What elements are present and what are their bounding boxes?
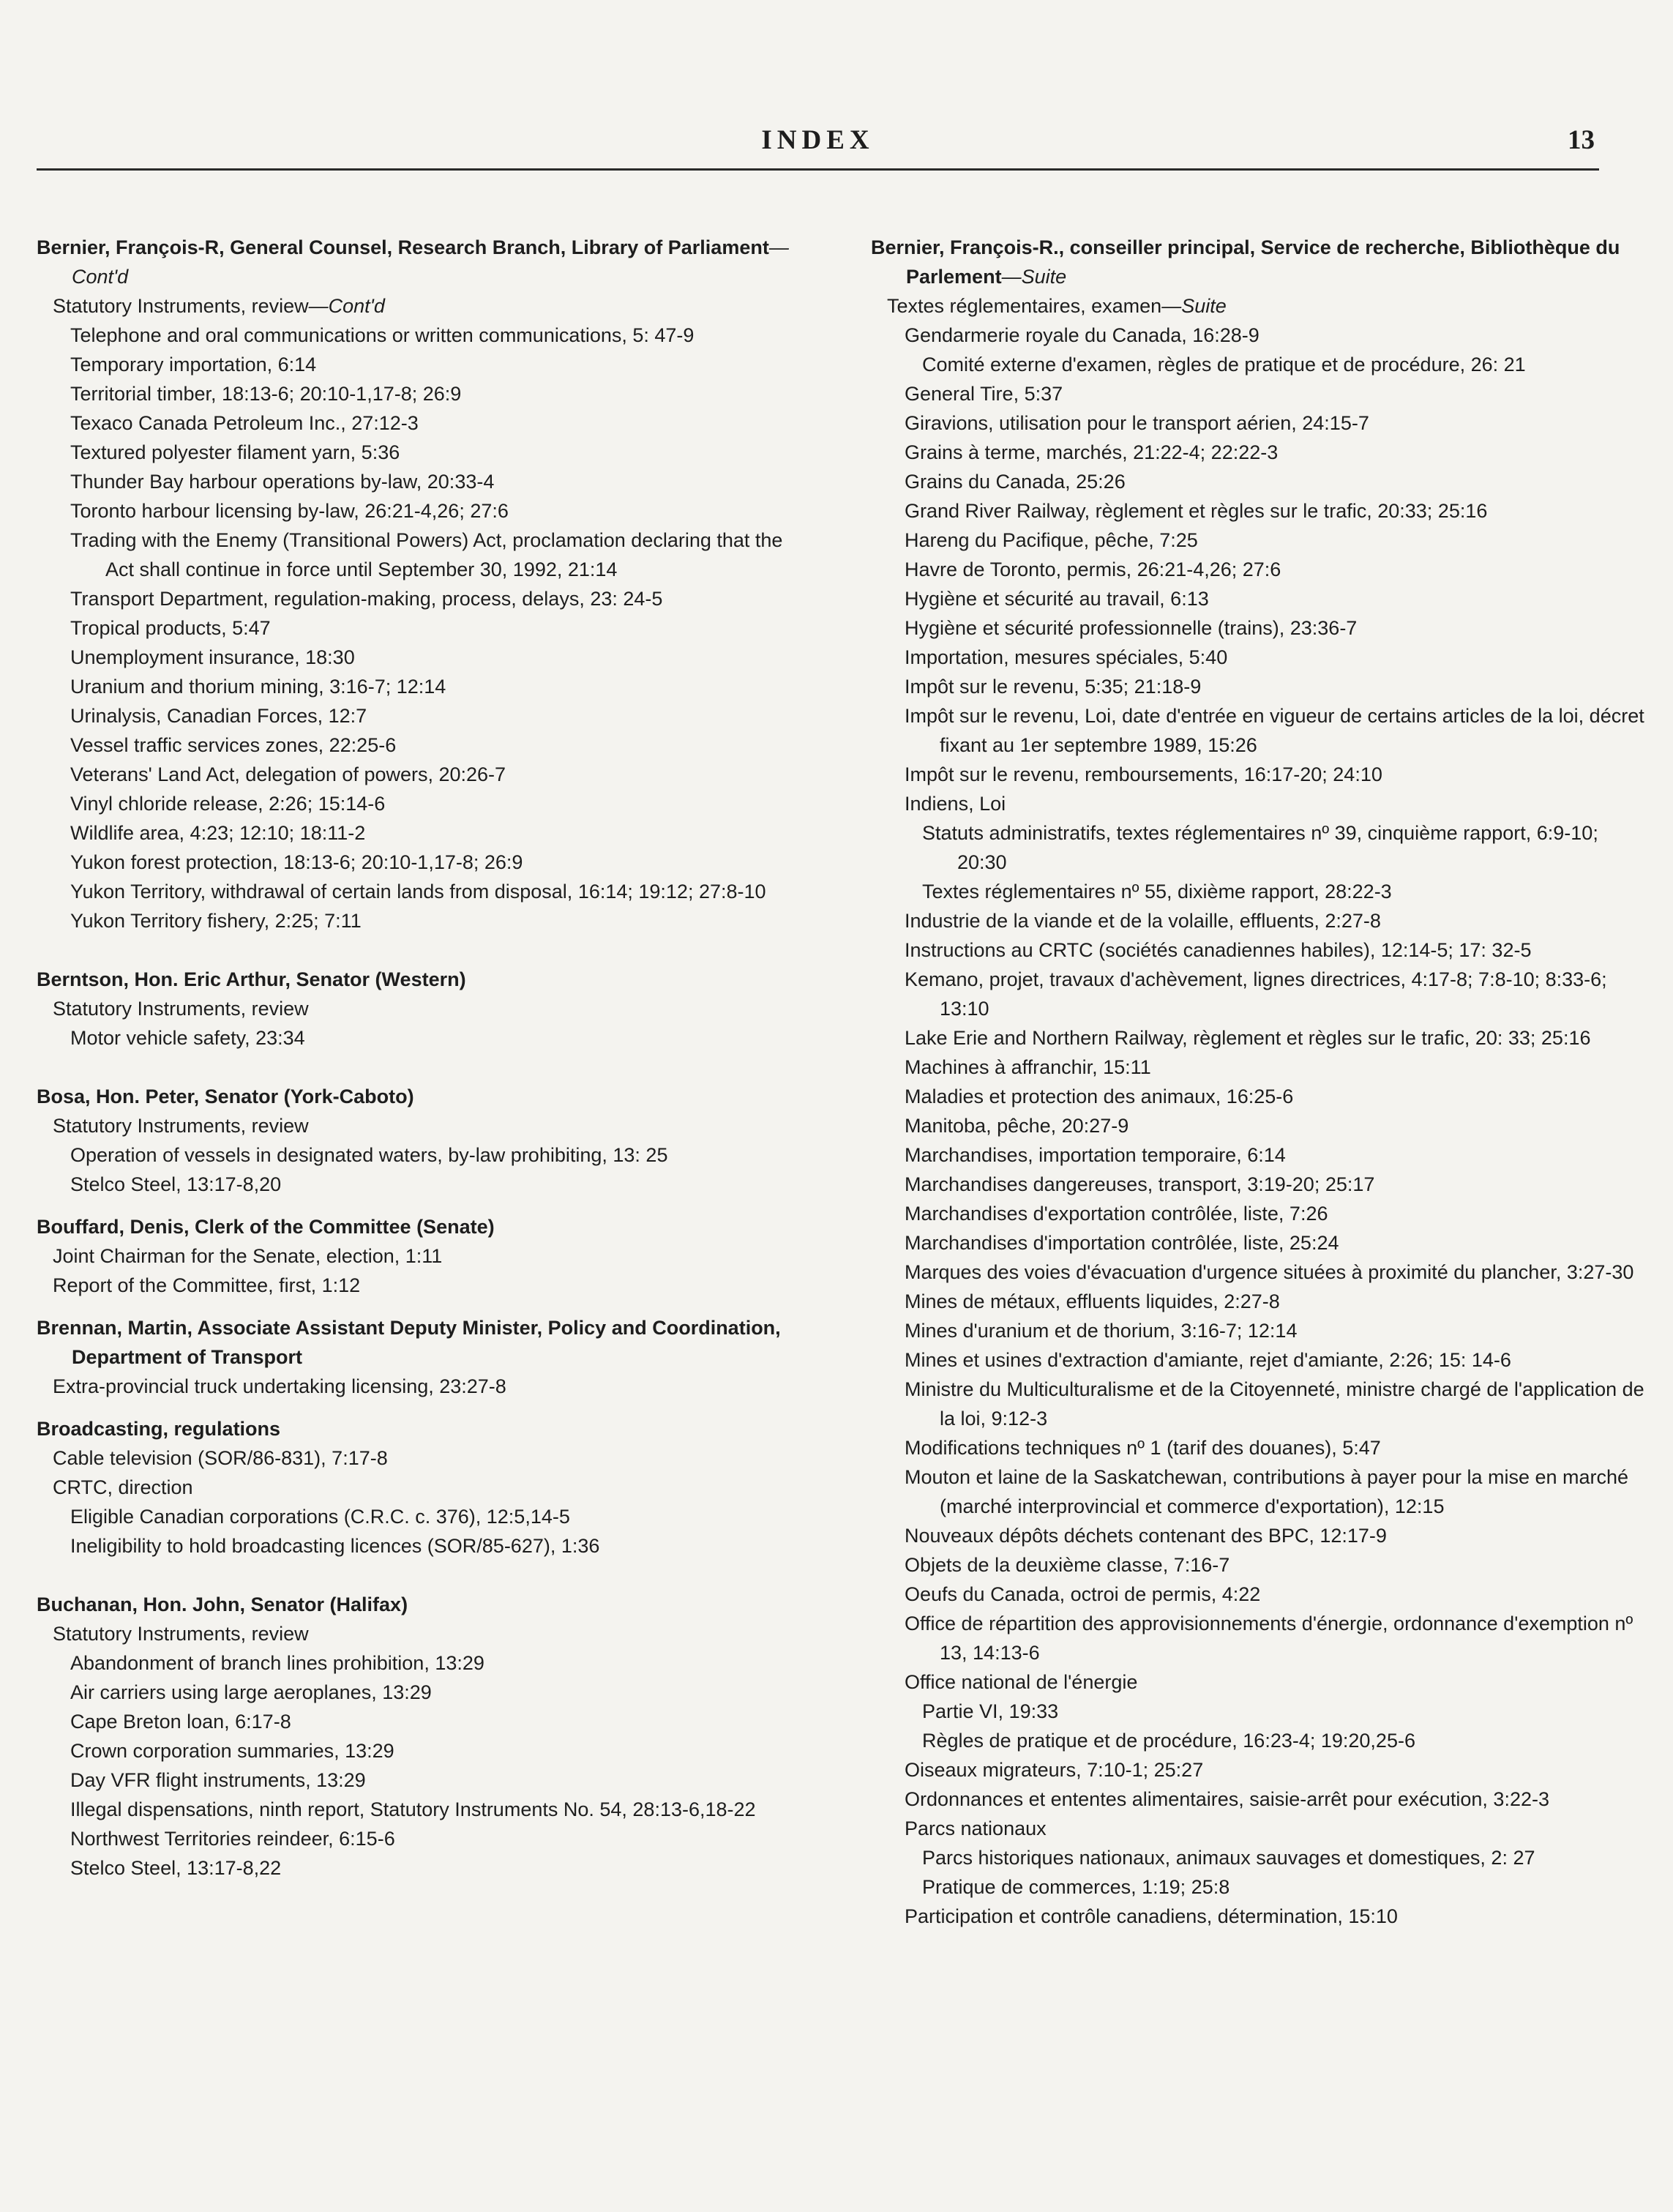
page-title: INDEX	[761, 125, 875, 155]
index-subentry: Extra-provincial truck undertaking licensing, 23:27-8	[53, 1375, 506, 1397]
index-subsubentry: Statuts administratifs, textes réglementaires nº 39, cinquième rapport, 6:9-10; 20:30	[922, 822, 1598, 873]
index-subsubentry: Grand River Railway, règlement et règles sur le trafic, 20:33; 25:16	[905, 500, 1488, 522]
index-subsubentry: Motor vehicle safety, 23:34	[70, 1027, 305, 1049]
index-subsubentry: Instructions au CRTC (sociétés canadiennes habiles), 12:14-5; 17: 32-5	[905, 939, 1532, 961]
index-subsubentry: Air carriers using large aeroplanes, 13:29	[70, 1681, 432, 1703]
page-header	[37, 124, 1599, 168]
index-subsubentry: Yukon forest protection, 18:13-6; 20:10-1,17-8; 26:9	[70, 851, 523, 873]
index-subsubentry: Manitoba, pêche, 20:27-9	[905, 1115, 1129, 1137]
index-subsubentry: Oeufs du Canada, octroi de permis, 4:22	[905, 1583, 1261, 1605]
index-entry	[37, 965, 812, 994]
index-subsubentry: Kemano, projet, travaux d'achèvement, lignes directrices, 4:17-8; 7:8-10; 8:33-6; 13:10	[905, 968, 1607, 1020]
index-subsubentry: Oiseaux migrateurs, 7:10-1; 25:27	[905, 1759, 1204, 1781]
index-subsubentry: Unemployment insurance, 18:30	[70, 646, 355, 668]
index-subsubentry: Comité externe d'examen, règles de pratique et de procédure, 26: 21	[922, 354, 1526, 375]
index-subsubentry: Texaco Canada Petroleum Inc., 27:12-3	[70, 412, 419, 434]
index-subsubentry: Mines et usines d'extraction d'amiante, rejet d'amiante, 2:26; 15: 14-6	[905, 1349, 1511, 1371]
index-subsubentry: Northwest Territories reindeer, 6:15-6	[70, 1828, 395, 1850]
index-subsubentry: Eligible Canadian corporations (C.R.C. c. 376), 12:5,14-5	[70, 1506, 570, 1528]
index-entry	[37, 233, 812, 291]
index-subsubentry: Marques des voies d'évacuation d'urgence situées à proximité du plancher, 3:27-30	[905, 1261, 1634, 1283]
index-subsubentry: Office national de l'énergie	[905, 1671, 1138, 1693]
index-heading	[37, 233, 812, 291]
index-subsubentry: Havre de Toronto, permis, 26:21-4,26; 27:6	[905, 558, 1281, 580]
index-subentry: Statutory Instruments, review	[53, 1623, 309, 1645]
continued-marker: —Cont'd	[308, 295, 385, 317]
index-subsubentry: Territorial timber, 18:13-6; 20:10-1,17-8; 26:9	[70, 383, 462, 405]
index-entry	[37, 1414, 812, 1443]
index-heading	[37, 1082, 812, 1111]
index-subsubentry: Yukon Territory fishery, 2:25; 7:11	[70, 910, 362, 932]
index-subentry: Cable television (SOR/86-831), 7:17-8	[53, 1447, 388, 1469]
continued-marker: —Cont'd	[72, 236, 789, 288]
index-subsubentry: Uranium and thorium mining, 3:16-7; 12:14	[70, 676, 446, 698]
index-subsubentry: Mines d'uranium et de thorium, 3:16-7; 12:14	[905, 1320, 1298, 1342]
index-entry	[37, 1313, 812, 1372]
index-subsubentry: Stelco Steel, 13:17-8,20	[70, 1173, 282, 1195]
index-subentry: Statutory Instruments, review	[53, 998, 309, 1020]
index-subsubentry: Yukon Territory, withdrawal of certain lands from disposal, 16:14; 19:12; 27:8-10	[70, 881, 766, 903]
index-heading	[871, 233, 1647, 291]
index-heading-text: Bouffard, Denis, Clerk of the Committee (Senate)	[37, 1216, 495, 1238]
index-subsubentry: Toronto harbour licensing by-law, 26:21-4,26; 27:6	[70, 500, 509, 522]
index-subsubentry: Mouton et laine de la Saskatchewan, contributions à payer pour la mise en marché (marché interprovincial et commerce d'exportation), 12:15	[905, 1466, 1629, 1517]
index-heading	[37, 1212, 812, 1241]
index-subsubentry: Giravions, utilisation pour le transport aérien, 24:15-7	[905, 412, 1369, 434]
index-subsubentry: Hareng du Pacifique, pêche, 7:25	[905, 529, 1198, 551]
index-subsubentry: Trading with the Enemy (Transitional Powers) Act, proclamation declaring that the Act shall continue in force until September 30, 1992, 21:14	[70, 529, 783, 580]
index-entry	[37, 1212, 812, 1241]
index-heading-text: Buchanan, Hon. John, Senator (Halifax)	[37, 1593, 408, 1615]
index-subsubentry: General Tire, 5:37	[905, 383, 1063, 405]
index-heading-text: Broadcasting, regulations	[37, 1418, 281, 1440]
index-subsubentry: Impôt sur le revenu, 5:35; 21:18-9	[905, 676, 1202, 698]
index-subsubentry: Cape Breton loan, 6:17-8	[70, 1711, 291, 1733]
entry-spacer	[37, 1300, 812, 1313]
index-subentry-text: Textes réglementaires, examen	[887, 295, 1162, 317]
continued-marker: —Suite	[1001, 266, 1067, 288]
index-subsubentry: Importation, mesures spéciales, 5:40	[905, 646, 1228, 668]
index-subentry: Joint Chairman for the Senate, election, 1:11	[53, 1245, 443, 1267]
index-subsubentry: Parcs nationaux	[905, 1817, 1047, 1839]
index-subentry: Statutory Instruments, review	[53, 1115, 309, 1137]
index-subsubentry: Ineligibility to hold broadcasting licences (SOR/85-627), 1:36	[70, 1535, 600, 1557]
index-subsubentry: Grains à terme, marchés, 21:22-4; 22:22-3	[905, 441, 1279, 463]
index-subsubentry: Impôt sur le revenu, remboursements, 16:17-20; 24:10	[905, 763, 1382, 785]
index-subsubentry: Grains du Canada, 25:26	[905, 471, 1126, 493]
index-subsubentry: Illegal dispensations, ninth report, Statutory Instruments No. 54, 28:13-6,18-22	[70, 1798, 756, 1820]
index-entry	[871, 233, 1647, 291]
index-subsubentry: Règles de pratique et de procédure, 16:23-4; 19:20,25-6	[922, 1730, 1415, 1752]
index-subsubentry: Marchandises d'importation contrôlée, liste, 25:24	[905, 1232, 1339, 1254]
index-heading-text: Brennan, Martin, Associate Assistant Deputy Minister, Policy and Coordination, Department of Transport	[37, 1317, 781, 1368]
index-subsubentry: Vinyl chloride release, 2:26; 15:14-6	[70, 793, 386, 815]
index-subsubentry: Lake Erie and Northern Railway, règlement et règles sur le trafic, 20: 33; 25:16	[905, 1027, 1591, 1049]
index-subsubentry: Veterans' Land Act, delegation of powers, 20:26-7	[70, 763, 506, 785]
continued-marker: —Suite	[1161, 295, 1227, 317]
entry-spacer	[37, 935, 812, 965]
index-subsubentry: Partie VI, 19:33	[922, 1700, 1059, 1722]
index-subsubentry: Office de répartition des approvisionnements d'énergie, ordonnance d'exemption nº 13, 14:13-6	[905, 1613, 1633, 1664]
index-subentry	[37, 291, 812, 321]
entry-spacer	[37, 1401, 812, 1414]
index-subsubentry: Marchandises dangereuses, transport, 3:19-20; 25:17	[905, 1173, 1375, 1195]
index-subsubentry: Modifications techniques nº 1 (tarif des douanes), 5:47	[905, 1437, 1381, 1459]
index-subsubentry: Urinalysis, Canadian Forces, 12:7	[70, 705, 367, 727]
index-subsubentry: Industrie de la viande et de la volaille, effluents, 2:27-8	[905, 910, 1381, 932]
entry-spacer	[37, 1053, 812, 1082]
index-subentry: Report of the Committee, first, 1:12	[53, 1274, 361, 1296]
index-subsubentry: Ministre du Multiculturalisme et de la Citoyenneté, ministre chargé de l'application de la loi, 9:12-3	[905, 1378, 1644, 1430]
index-subsubentry: Textured polyester filament yarn, 5:36	[70, 441, 400, 463]
index-heading	[37, 1414, 812, 1443]
index-subsubentry: Nouveaux dépôts déchets contenant des BPC, 12:17-9	[905, 1525, 1387, 1547]
index-subsubentry: Ordonnances et ententes alimentaires, saisie-arrêt pour exécution, 3:22-3	[905, 1788, 1549, 1810]
index-heading-text: Berntson, Hon. Eric Arthur, Senator (Western)	[37, 968, 466, 990]
index-subsubentry: Stelco Steel, 13:17-8,22	[70, 1857, 282, 1879]
index-subsubentry: Machines à affranchir, 15:11	[905, 1056, 1151, 1078]
header-rule	[37, 168, 1599, 171]
index-subsubentry: Marchandises d'exportation contrôlée, liste, 7:26	[905, 1203, 1328, 1225]
index-subsubentry: Temporary importation, 6:14	[70, 354, 317, 375]
index-entry	[37, 1590, 812, 1619]
index-subentry-text: Statutory Instruments, review	[53, 295, 309, 317]
index-subsubentry: Tropical products, 5:47	[70, 617, 271, 639]
index-column-left	[37, 233, 812, 1883]
index-subsubentry: Hygiène et sécurité professionnelle (trains), 23:36-7	[905, 617, 1358, 639]
index-subsubentry: Maladies et protection des animaux, 16:25-6	[905, 1086, 1294, 1107]
index-column-right	[871, 233, 1647, 1931]
index-subsubentry: Abandonment of branch lines prohibition, 13:29	[70, 1652, 484, 1674]
entry-spacer	[37, 1199, 812, 1212]
index-heading	[37, 965, 812, 994]
index-subsubentry: Vessel traffic services zones, 22:25-6	[70, 734, 397, 756]
index-subsubentry: Operation of vessels in designated waters, by-law prohibiting, 13: 25	[70, 1144, 668, 1166]
index-heading-text: Bernier, François-R, General Counsel, Research Branch, Library of Parliament	[37, 236, 769, 258]
index-subsubentry: Textes réglementaires nº 55, dixième rapport, 28:22-3	[922, 881, 1392, 903]
index-subsubentry: Wildlife area, 4:23; 12:10; 18:11-2	[70, 822, 366, 844]
index-heading-text: Bosa, Hon. Peter, Senator (York-Caboto)	[37, 1086, 414, 1107]
index-subentry	[871, 291, 1647, 321]
index-subsubentry: Participation et contrôle canadiens, détermination, 15:10	[905, 1905, 1398, 1927]
index-subsubentry: Objets de la deuxième classe, 7:16-7	[905, 1554, 1230, 1576]
index-subsubentry: Crown corporation summaries, 13:29	[70, 1740, 394, 1762]
index-subsubentry: Marchandises, importation temporaire, 6:14	[905, 1144, 1286, 1166]
index-subsubentry: Hygiène et sécurité au travail, 6:13	[905, 588, 1209, 610]
index-subsubentry: Day VFR flight instruments, 13:29	[70, 1769, 366, 1791]
index-heading	[37, 1590, 812, 1619]
index-entry	[37, 1082, 812, 1111]
index-subsubentry: Pratique de commerces, 1:19; 25:8	[922, 1876, 1230, 1898]
index-subsubentry: Thunder Bay harbour operations by-law, 20:33-4	[70, 471, 495, 493]
index-subsubentry: Parcs historiques nationaux, animaux sauvages et domestiques, 2: 27	[922, 1847, 1535, 1869]
page-number: 13	[1568, 125, 1595, 155]
index-heading	[37, 1313, 812, 1372]
index-subsubentry: Gendarmerie royale du Canada, 16:28-9	[905, 324, 1260, 346]
index-subentry: CRTC, direction	[53, 1476, 193, 1498]
index-subsubentry: Impôt sur le revenu, Loi, date d'entrée en vigueur de certains articles de la loi, décret fixant au 1er septembre 1989, 15:26	[905, 705, 1644, 756]
index-subsubentry: Indiens, Loi	[905, 793, 1006, 815]
index-heading-text: Bernier, François-R., conseiller principal, Service de recherche, Bibliothèque du Parlement	[871, 236, 1620, 288]
entry-spacer	[37, 1561, 812, 1590]
index-subsubentry: Mines de métaux, effluents liquides, 2:27-8	[905, 1290, 1280, 1312]
index-subsubentry: Telephone and oral communications or written communications, 5: 47-9	[70, 324, 695, 346]
index-subsubentry: Transport Department, regulation-making, process, delays, 23: 24-5	[70, 588, 663, 610]
